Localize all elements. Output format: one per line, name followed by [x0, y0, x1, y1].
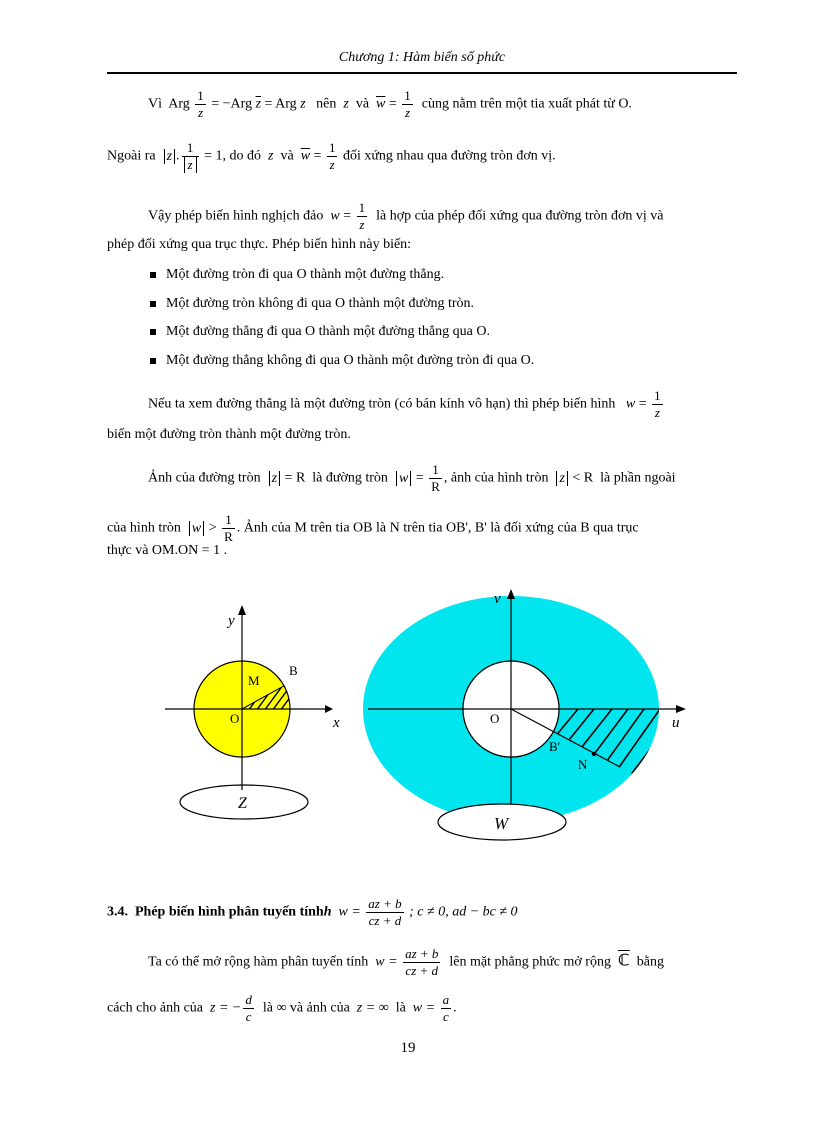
u-label: u	[672, 715, 680, 731]
w-eq: w =	[412, 1000, 436, 1016]
x-label: x	[333, 715, 340, 731]
text-para5-line2-tail: . Ảnh của M trên tia OB là N trên tia OB', B' là đối xứng của B qua trục	[236, 520, 639, 536]
para5-line3: thực và OM.ON = 1 .	[107, 543, 228, 558]
point-N-dot	[592, 752, 596, 756]
w-bar: $\overline{w}$	[300, 148, 311, 164]
para3-line2: phép đối xứng qua trục thực. Phép biến hình này biến:	[107, 237, 412, 252]
fraction-1-over-z: $\frac{1}{z}$	[358, 200, 366, 232]
text-para6-line2-start: cách cho ảnh của	[107, 1000, 203, 1016]
list-item: Một đường thẳng đi qua O thành một đường thẳng qua O.	[148, 323, 534, 352]
fraction-1-over-R: $\frac{1}{R}$	[224, 512, 233, 544]
text-lt-R: < R	[572, 470, 594, 486]
point-Bprime-label: B'	[549, 739, 561, 754]
y-label: y	[228, 613, 235, 629]
text-eq: =	[638, 396, 647, 412]
list-item: Một đường thẳng không đi qua O thành một đường tròn đi qua O.	[148, 352, 534, 381]
point-B-label: B	[289, 663, 298, 678]
z-eq-neg: z = −	[210, 1000, 242, 1016]
text-eq: =	[313, 148, 322, 164]
z-var: z	[268, 148, 274, 164]
z-caption: Z	[238, 795, 247, 812]
text-eq-neg-arg: = −Arg	[211, 96, 253, 112]
text-para2-tail: đối xứng nhau qua đường tròn đơn vị.	[342, 148, 556, 164]
para2-line: Ngoài ra z . $\frac{1}{z}$ = 1, do đó z và $\overline{w}$ = $\frac{1}{z}$ đối xứng nhau qua đường tròn đơn vị.	[107, 140, 556, 172]
text-va: và	[280, 148, 294, 164]
text-cua-hinh-tron: của hình tròn	[107, 520, 181, 536]
text-eq-1: = 1	[204, 148, 223, 164]
fraction-a-over-c: $\frac{a}{c}$	[442, 992, 450, 1024]
text-para4-line1: Nếu ta xem đường thẳng là một đường tròn (có bán kính vô hạn) thì phép biến hình	[148, 396, 616, 412]
para5-line2	[107, 512, 639, 545]
w-caption: W	[494, 814, 509, 833]
abs-w: w	[396, 471, 411, 486]
para4-line1	[148, 388, 665, 421]
cond-ad-bc: , ad − bc ≠ 0	[445, 904, 518, 920]
section-number: 3.4.	[107, 904, 128, 920]
text-la: là	[395, 1000, 406, 1016]
w-var: w	[330, 208, 340, 224]
list-item: Một đường tròn không đi qua O thành một đường tròn.	[148, 295, 534, 324]
text-para5-start: Ảnh của đường tròn	[148, 470, 261, 486]
header-rule	[107, 72, 737, 74]
z-plane	[165, 605, 340, 819]
w-plane	[363, 589, 700, 845]
abs-z: z	[164, 149, 175, 164]
para4-line2: biến một đường tròn thành một đường tròn.	[107, 427, 351, 442]
para6-line1	[148, 946, 664, 979]
text-para3-start: Vậy phép biến hình nghịch đảo	[148, 208, 324, 224]
fraction-linear: $\frac{az + b}{cz + d}$	[405, 946, 439, 978]
z-var: z	[300, 96, 306, 112]
text-anh-hinh-tron: , ảnh của hình tròn	[443, 470, 549, 486]
fraction-1-over-z: $\frac{1}{z}$	[654, 388, 661, 420]
fraction-1-over-z: $\frac{1}{z}$	[404, 88, 411, 120]
u-axis-arrow	[676, 705, 686, 713]
text-do-do: , do đó	[222, 148, 262, 164]
w-var: w	[625, 396, 636, 412]
text-eq: =	[388, 96, 397, 112]
section-heading	[107, 896, 518, 929]
origin-label-w: O	[490, 711, 500, 726]
text-la-inf: là ∞ và ảnh của	[262, 1000, 350, 1016]
text-vi: Vì	[148, 96, 162, 112]
v-axis-arrow	[507, 589, 515, 599]
z-eq-inf: z = ∞	[356, 1000, 389, 1016]
fraction-linear: $\frac{az + b}{cz + d}$	[368, 896, 402, 928]
para6-line2	[107, 992, 457, 1025]
point-N-label: N	[578, 757, 588, 772]
origin-label-z: O	[230, 711, 240, 726]
cond-c: ; c ≠ 0	[409, 904, 446, 920]
text-para6-mid: lên mặt phẳng phức mở rộng	[449, 954, 611, 970]
para1-line1	[148, 88, 632, 121]
w-eq: w =	[375, 954, 398, 970]
text-arg: Arg	[168, 96, 190, 112]
z-var: z	[343, 96, 349, 112]
text-dot: .	[453, 1000, 457, 1016]
extended-complex-plane-symbol: ℂ	[617, 950, 630, 970]
abs-z: z	[556, 471, 567, 486]
w-eq: w =	[338, 904, 361, 920]
text-nen: nên	[316, 96, 337, 112]
text-para1-tail: cùng nằm trên một tia xuất phát từ O.	[421, 96, 632, 112]
section-title: Phép biến hình phân tuyến tính	[135, 904, 324, 920]
point-M-label: M	[248, 673, 260, 688]
z-bar: $\overline{z}$	[255, 96, 262, 112]
text-gt: >	[208, 520, 217, 536]
text-eq-R: = R	[284, 470, 306, 486]
fraction-1-over-z: $\frac{1}{z}$	[197, 88, 204, 120]
text-eq: =	[415, 470, 424, 486]
text-ngoai-ra: Ngoài ra	[107, 148, 156, 164]
x-axis-arrow	[325, 705, 333, 713]
w-bar: $\overline{w}$	[376, 96, 386, 112]
text-va: và	[355, 96, 370, 112]
para3-line1	[148, 200, 664, 233]
text-para3-mid: là hợp của phép đối xứng qua đường tròn đơn vị và	[376, 208, 664, 224]
text-la-phan-ngoai: là phần ngoài	[600, 470, 676, 486]
list-item: Một đường tròn đi qua O thành một đường thẳng.	[148, 266, 534, 295]
text-para6-start: Ta có thể mở rộng hàm phân tuyến tính	[148, 954, 369, 970]
text-eq: =	[343, 208, 352, 224]
fraction-d-over-c: $\frac{d}{c}$	[245, 992, 252, 1024]
fraction-1-over-abs-zbar: $\frac{1}{z}$	[182, 140, 199, 173]
text-la-duong-tron: là đường tròn	[312, 470, 388, 486]
fraction-1-over-z: $\frac{1}{z}$	[328, 140, 336, 172]
abs-z: z	[269, 471, 280, 486]
para5-line1	[148, 462, 676, 495]
text-para6-end: bằng	[636, 954, 664, 970]
page-header: Chương 1: Hàm biến số phức	[338, 50, 506, 65]
bullet-list	[148, 266, 534, 380]
y-axis-arrow	[238, 605, 246, 615]
section-title-h: h	[323, 904, 332, 920]
page-number: 19	[400, 1040, 416, 1056]
v-label: v	[494, 591, 501, 607]
figure-z-w-planes	[0, 585, 816, 855]
text-eq-arg: = Arg	[264, 96, 297, 112]
fraction-1-over-R: $\frac{1}{R}$	[431, 462, 440, 494]
abs-w: w	[189, 521, 204, 536]
